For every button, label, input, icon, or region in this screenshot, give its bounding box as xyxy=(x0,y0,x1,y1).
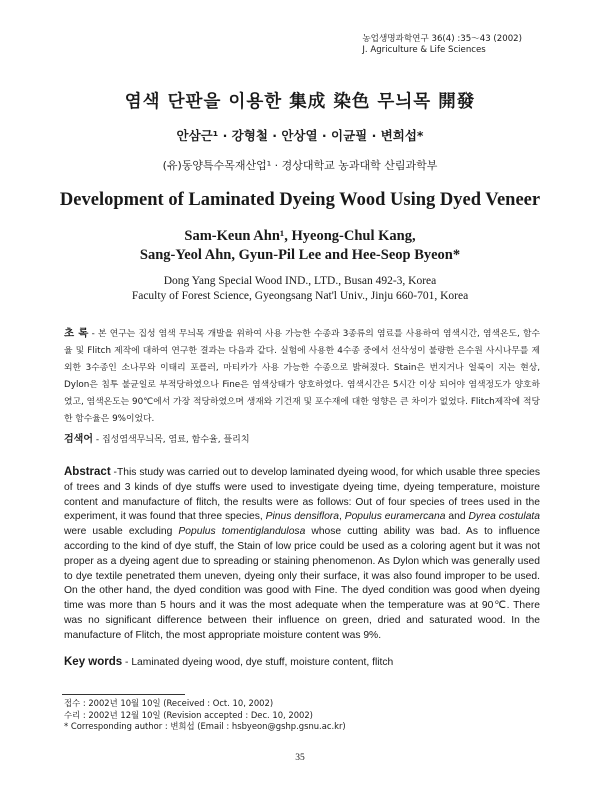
journal-english: J. Agriculture & Life Sciences xyxy=(362,45,486,55)
english-authors xyxy=(0,227,600,265)
english-affiliation-line2: Faculty of Forest Science, Gyeongsang Nat'l Univ., Jinju 660-701, Korea xyxy=(131,290,469,302)
english-keywords-text: - Laminated dyeing wood, dye stuff, moisture content, flitch xyxy=(122,657,394,668)
english-abstract-part3: whose cutting ability was bad. As to influence according to the kind of dye stuff, the Stain of low price could be used as a coloring agent but it was not proper as a dyeing agent due to spreading or staining phenomenon. As Dylon which was generally used to dye textile penetrated them uneven, dyeing only their surface, it was also found improper to be used. On the other hand, the dyed condition was good with Fine. The dyed condition was good when dyeing time was more than 5 hours and it was the most adequate when the temperature was at 90℃. There was no significant difference between their influence on green, dried and saturated wood. In the manufacture of Flitch, the most appropriate moisture content was 9%. xyxy=(64,526,540,641)
english-abstract-part2: were usable excluding xyxy=(64,526,179,538)
footnote-corresponding: * Corresponding author : 변희섭 (Email : hsbyeon@gshp.gsnu.ac.kr) xyxy=(64,721,346,731)
korean-title: 염색 단판을 이용한 集成 染色 무늬목 開發 xyxy=(124,92,476,112)
korean-authors: 안삼근¹ · 강형철 · 안상열 · 이균필 · 변희섭* xyxy=(176,128,424,143)
separator: and xyxy=(445,511,469,523)
korean-abstract-text: - 본 연구는 집성 염색 무늬목 개발을 위하여 사용 가능한 수종과 3종류의 염료를 사용하여 염색시간, 염색온도, 함수율 및 Flitch 제작에 대하여 연구한 결과는 다음과 같다. 실험에 사용한 4수종 중에서 선삭성이 불량한 은수원 사시나무를 제외한 3수종인 소나무와 이태리 포플러, 마티카가 사용 가능한 수종으로 밝혀졌다. Stain은 번지거나 얼룩이 지는 현상, Dylon은 침투 불균일로 부적당하였으나 Fine은 염색상태가 양호하였다. 염색시간은 5시간 이상 되어야 염색정도가 양호하였고, 염색온도는 90℃에서 가장 적당하였으며 생재와 기건재 및 포수재에 대한 영향은 큰 차이가 없었다. Flitch제작에 적당한 함수율은 9%이었다. xyxy=(64,329,540,424)
journal-header xyxy=(362,34,522,56)
english-authors-line2: Sang-Yeol Ahn, Gyun-Pil Lee and Hee-Seop Byeon* xyxy=(139,247,461,263)
english-abstract-label: Abstract xyxy=(64,466,111,478)
page-number: 35 xyxy=(295,753,305,763)
english-title: Development of Laminated Dyeing Wood Using Dyed Veneer xyxy=(59,190,541,210)
korean-affiliation: (유)동양특수목재산업¹ · 경상대학교 농과대학 산림과학부 xyxy=(162,159,438,172)
english-authors-line1: Sam-Keun Ahn¹, Hyeong-Chul Kang, xyxy=(184,228,416,244)
separator: , xyxy=(338,511,345,523)
journal-korean: 농업생명과학연구 36(4) :35～43 (2002) xyxy=(362,34,522,44)
korean-keywords xyxy=(64,430,540,445)
species-name: Populus tomentiglandulosa xyxy=(178,526,306,538)
english-keywords-label: Key words xyxy=(64,656,123,668)
english-affiliation-line1: Dong Yang Special Wood IND., LTD., Busan 492-3, Korea xyxy=(163,275,437,287)
english-abstract xyxy=(64,465,540,644)
footnote-divider xyxy=(62,694,185,695)
footnote-revised: 수리 : 2002년 12월 10일 (Revision accepted : Dec. 10, 2002) xyxy=(64,709,313,720)
footnotes xyxy=(64,698,346,733)
korean-keywords-text: - 집성염색무늬목, 염료, 함수율, 플리치 xyxy=(92,435,250,445)
korean-abstract xyxy=(64,325,540,428)
species-name: Dyrea costulata xyxy=(468,511,541,523)
korean-abstract-label: 초 록 xyxy=(64,327,89,339)
english-affiliation xyxy=(0,274,600,304)
english-abstract-part1: -This study was carried out to develop laminated dyeing wood, for which usable three species of trees and 3 kinds of dye stuffs were used to investigate dyeing time, dyeing temperature, moisture content and manufacture of flitch, the results were as follows: Out of four species of trees used in the experiment, it was found that three species, xyxy=(64,467,540,523)
species-name: Pinus densiflora xyxy=(265,511,339,523)
korean-keywords-label: 검색어 xyxy=(64,434,93,445)
english-keywords xyxy=(64,656,540,668)
species-name: Populus euramercana xyxy=(344,511,446,523)
footnote-received: 접수 : 2002년 10월 10일 (Received : Oct. 10, 2002) xyxy=(64,698,274,708)
